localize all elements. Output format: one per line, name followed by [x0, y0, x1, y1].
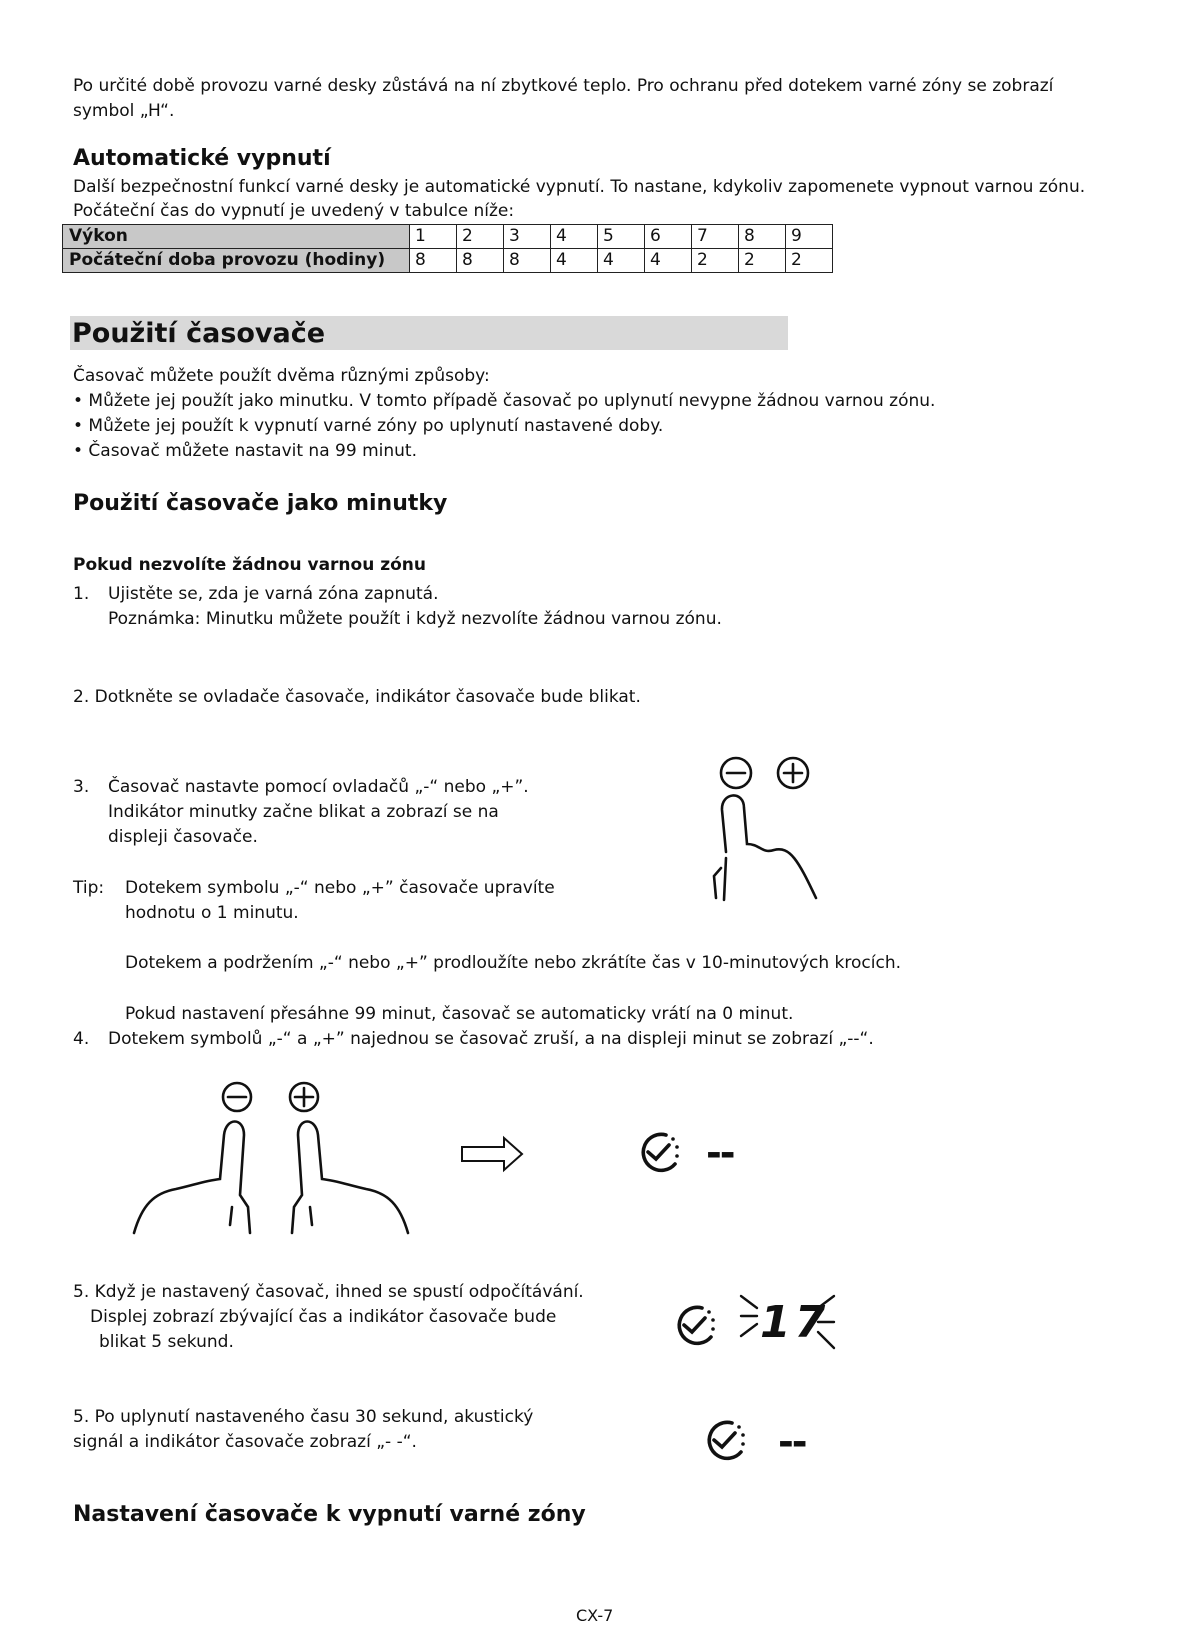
- plus-icon: [290, 1083, 318, 1111]
- step-5a-line-2: Displej zobrazí zbývající čas a indikátor časovače bude: [90, 1307, 557, 1327]
- tip-line-3: Dotekem a podržením „-“ nebo „+” prodloužíte nebo zkrátíte čas v 10-minutových krocích.: [125, 953, 902, 973]
- step-2-text: 2. Dotkněte se ovladače časovače, indikátor časovače bude blikat.: [73, 687, 641, 707]
- display-countdown: 17: [760, 1297, 830, 1348]
- timer-bullet: • Můžete jej použít k vypnutí varné zóny po uplynutí nastavené doby.: [73, 416, 664, 436]
- timer-icon: [672, 1303, 718, 1349]
- step-1-number: 1.: [73, 584, 90, 604]
- table-cell: 8: [739, 225, 786, 249]
- two-hands-illustration: [130, 1075, 420, 1235]
- zone-timer-heading: Nastavení časovače k vypnutí varné zóny: [73, 1502, 586, 1527]
- table-cell: 4: [551, 249, 598, 273]
- table-row-label: Počáteční doba provozu (hodiny): [63, 249, 410, 273]
- timer-intro: Časovač můžete použít dvěma různými způsoby:: [73, 366, 490, 386]
- timer-icon: [636, 1130, 682, 1176]
- auto-off-heading: Automatické vypnutí: [73, 146, 331, 171]
- step-1-text: Ujistěte se, zda je varná zóna zapnutá.: [108, 584, 439, 604]
- right-hand-icon: [292, 1122, 408, 1234]
- timer-bullet: • Časovač můžete nastavit na 99 minut.: [73, 441, 417, 461]
- page-number: CX-7: [576, 1606, 614, 1625]
- step-5a-line-3: blikat 5 sekund.: [99, 1332, 234, 1352]
- table-cell: 2: [739, 249, 786, 273]
- step-5b-line-2: signál a indikátor časovače zobrazí „- -“.: [73, 1432, 417, 1452]
- intro-line-2: symbol „H“.: [73, 101, 175, 121]
- display-dashes: --: [706, 1131, 734, 1175]
- step-3-line-3: displeji časovače.: [108, 827, 258, 847]
- table-cell: 2: [457, 225, 504, 249]
- step-3-line-2: Indikátor minutky začne blikat a zobrazí se na: [108, 802, 499, 822]
- step-4-text: Dotekem symbolů „-“ a „+” najednou se časovač zruší, a na displeji minut se zobrazí „--“.: [108, 1029, 874, 1049]
- table-cell: 4: [645, 249, 692, 273]
- auto-off-line-2: Počáteční čas do vypnutí je uvedený v tabulce níže:: [73, 201, 515, 221]
- minus-icon: [223, 1083, 251, 1111]
- minute-minder-subheading: Pokud nezvolíte žádnou varnou zónu: [73, 555, 427, 575]
- table-cell: 7: [692, 225, 739, 249]
- timer-icon: [702, 1418, 748, 1464]
- table-row: [63, 225, 833, 249]
- table-cell: 9: [786, 225, 833, 249]
- tip-line-4: Pokud nastavení přesáhne 99 minut, časovač se automaticky vrátí na 0 minut.: [125, 1004, 794, 1024]
- step-5a-line-1: 5. Když je nastavený časovač, ihned se spustí odpočítávání.: [73, 1282, 584, 1302]
- timer-section-banner: Použití časovače: [70, 316, 788, 350]
- tip-label: Tip:: [73, 878, 105, 898]
- minus-icon: [721, 758, 751, 788]
- tip-line-1: Dotekem symbolu „-“ nebo „+” časovače upravíte: [125, 878, 555, 898]
- left-hand-icon: [134, 1122, 250, 1234]
- hand-icon: [714, 795, 816, 900]
- table-row: [63, 249, 833, 273]
- tip-line-2: hodnotu o 1 minutu.: [125, 903, 299, 923]
- display-dashes: --: [778, 1420, 806, 1464]
- step-3-number: 3.: [73, 777, 90, 797]
- auto-off-line-1: Další bezpečnostní funkcí varné desky je automatické vypnutí. To nastane, kdykoliv zapomenete vypnout varnou zónu.: [73, 177, 1086, 197]
- step-4-number: 4.: [73, 1029, 90, 1049]
- table-cell: 2: [692, 249, 739, 273]
- table-cell: 5: [598, 225, 645, 249]
- table-cell: 8: [504, 249, 551, 273]
- table-cell: 8: [410, 249, 457, 273]
- arrow-right-icon: [460, 1136, 526, 1172]
- table-cell: 8: [457, 249, 504, 273]
- table-row-label: Výkon: [63, 225, 410, 249]
- minute-minder-heading: Použití časovače jako minutky: [73, 491, 448, 516]
- auto-off-table: [62, 224, 833, 273]
- table-cell: 4: [598, 249, 645, 273]
- table-cell: 4: [551, 225, 598, 249]
- minus-plus-single-hand-illustration: [700, 750, 850, 910]
- table-cell: 3: [504, 225, 551, 249]
- table-cell: 2: [786, 249, 833, 273]
- step-1-note: Poznámka: Minutku můžete použít i když nezvolíte žádnou varnou zónu.: [108, 609, 722, 629]
- intro-line-1: Po určité době provozu varné desky zůstává na ní zbytkové teplo. Pro ochranu před dotekem varné zóny se zobrazí: [73, 76, 1054, 96]
- table-cell: 6: [645, 225, 692, 249]
- step-3-line-1: Časovač nastavte pomocí ovladačů „-“ nebo „+”.: [108, 777, 529, 797]
- timer-bullet: • Můžete jej použít jako minutku. V tomto případě časovač po uplynutí nevypne žádnou varnou zónu.: [73, 391, 936, 411]
- table-cell: 1: [410, 225, 457, 249]
- step-5b-line-1: 5. Po uplynutí nastaveného času 30 sekund, akustický: [73, 1407, 534, 1427]
- plus-icon: [778, 758, 808, 788]
